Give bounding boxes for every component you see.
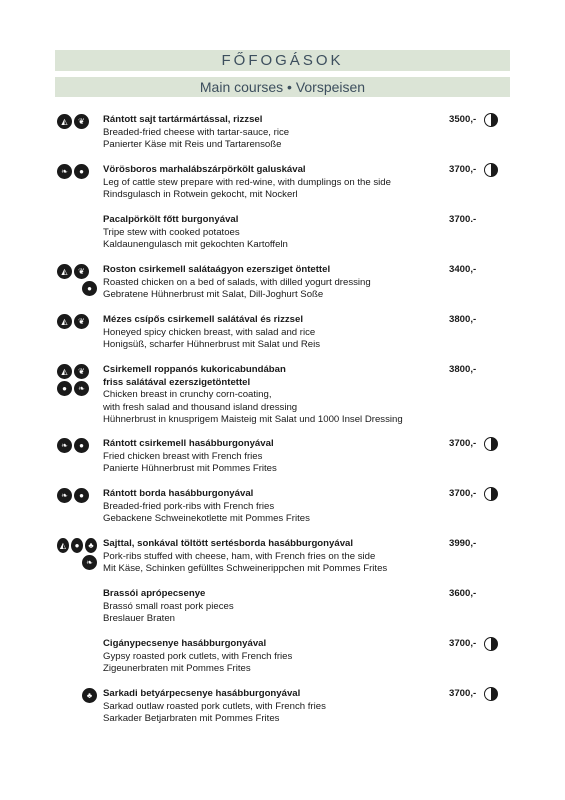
dish-price: 3700,- <box>449 638 477 649</box>
half-portion-icon <box>484 163 498 177</box>
cheese-icon: ◭ <box>57 114 72 129</box>
egg-icon: ● <box>57 381 72 396</box>
allergen-icons <box>57 364 97 398</box>
allergen-icons <box>57 488 97 505</box>
dish-price: 3700,- <box>449 164 477 175</box>
dish-name: Csirkemell roppanós kukoricabundában <box>103 364 286 375</box>
dish-price: 3700.- <box>449 214 477 225</box>
dish-english: Tripe stew with cooked potatoes <box>103 226 240 238</box>
dish-name: Pacalpörkölt főtt burgonyával <box>103 214 239 225</box>
pork-icon: ♣ <box>85 538 97 553</box>
dish-german: Gebackene Schweinekotlette mit Pommes Frites <box>103 513 310 525</box>
cheese-icon: ◭ <box>57 364 72 379</box>
half-portion-icon <box>484 437 498 451</box>
allergen-icons <box>57 538 97 572</box>
dish-price: 3800,- <box>449 314 477 325</box>
allergen-icons <box>57 438 97 455</box>
dish-german: Panierte Hühnerbrust mit Pommes Frites <box>103 463 277 475</box>
gluten-icon: ❧ <box>57 438 72 453</box>
dish-name: Roston csirkemell salátaágyon ezersziget öntettel <box>103 264 331 275</box>
half-portion-icon <box>484 437 498 451</box>
egg-icon: ● <box>74 488 89 503</box>
dish-german: Honigsüß, scharfer Hühnerbrust mit Salat und Reis <box>103 339 321 351</box>
dish-name: Brassói aprópecsenye <box>103 588 206 599</box>
dish-english: Pork-ribs stuffed with cheese, ham, with French fries on the side <box>103 550 376 562</box>
gluten-icon: ❧ <box>57 488 72 503</box>
dish-german: Rindsgulasch in Rotwein gekocht, mit Nockerl <box>103 189 298 201</box>
dish-english: Sarkad outlaw roasted pork cutlets, with French fries <box>103 700 326 712</box>
half-portion-icon <box>484 113 498 127</box>
dish-name: Rántott csirkemell hasábburgonyával <box>103 438 274 449</box>
dish-name: Cigánypecsenye hasábburgonyával <box>103 638 267 649</box>
dish-price: 3700,- <box>449 438 477 449</box>
dish-german: Hühnerbrust in knusprigem Maisteig mit Salat und 1000 Insel Dressing <box>103 414 403 426</box>
dish-german: Kaldaunengulasch mit gekochten Kartoffeln <box>103 239 288 251</box>
egg-icon: ● <box>82 281 97 296</box>
dish-english: Brassó small roast pork pieces <box>103 600 234 612</box>
chicken-icon: ❦ <box>74 114 89 129</box>
dish-name: Rántott sajt tartármártással, rizzsel <box>103 114 263 125</box>
allergen-icons <box>57 688 97 705</box>
egg-icon: ● <box>74 438 89 453</box>
dish-english: Breaded-fried pork-ribs with French fries <box>103 500 275 512</box>
allergen-icons <box>57 314 97 331</box>
half-portion-icon <box>484 487 498 501</box>
dish-german: Panierter Käse mit Reis und Tartarensoße <box>103 139 282 151</box>
dish-price: 3600,- <box>449 588 477 599</box>
dish-german: Gebratene Hühnerbrust mit Salat, Dill-Joghurt Soße <box>103 289 324 301</box>
dish-german: Mit Käse, Schinken gefülltes Schweinerippchen mit Pommes Frites <box>103 563 388 575</box>
dish-english: Chicken breast in crunchy corn-coating, <box>103 389 272 401</box>
chicken-icon: ❦ <box>74 314 89 329</box>
gluten-icon: ❧ <box>74 381 89 396</box>
half-portion-icon <box>484 637 498 651</box>
dish-price: 3990,- <box>449 538 477 549</box>
dish-price: 3800,- <box>449 364 477 375</box>
dish-name: friss salátával ezerszigetöntettel <box>103 376 251 388</box>
cheese-icon: ◭ <box>57 538 69 553</box>
dish-german: Sarkader Betjarbraten mit Pommes Frites <box>103 713 280 725</box>
allergen-icons <box>57 114 97 131</box>
pork-icon: ♣ <box>82 688 97 703</box>
page-subtitle: Main courses • Vorspeisen <box>55 77 510 97</box>
gluten-icon: ❧ <box>82 555 97 570</box>
half-portion-icon <box>484 687 498 701</box>
half-portion-icon <box>484 163 498 177</box>
dish-price: 3500,- <box>449 114 477 125</box>
dish-german: Zigeunerbraten mit Pommes Frites <box>103 663 251 675</box>
dish-name: Sarkadi betyárpecsenye hasábburgonyával <box>103 688 301 699</box>
dish-name: Vörösboros marhalábszárpörkölt galuskával <box>103 164 306 175</box>
chicken-icon: ❦ <box>74 364 89 379</box>
dish-name: Sajttal, sonkával töltött sertésborda hasábburgonyával <box>103 538 354 549</box>
dish-name: Mézes csípős csirkemell salátával és rizzsel <box>103 314 303 325</box>
dish-english: Honeyed spicy chicken breast, with salad and rice <box>103 326 316 338</box>
dish-english: with fresh salad and thousand island dressing <box>103 401 298 413</box>
dish-english: Fried chicken breast with French fries <box>103 450 263 462</box>
dish-english: Gypsy roasted pork cutlets, with French fries <box>103 650 293 662</box>
half-portion-icon <box>484 487 498 501</box>
page-title: FŐFOGÁSOK <box>55 50 510 71</box>
dish-english: Roasted chicken on a bed of salads, with dilled yogurt dressing <box>103 276 371 288</box>
dish-english: Leg of cattle stew prepare with red-wine, with dumplings on the side <box>103 176 391 188</box>
half-portion-icon <box>484 113 498 127</box>
dish-name: Rántott borda hasábburgonyával <box>103 488 254 499</box>
dish-price: 3700,- <box>449 688 477 699</box>
cheese-icon: ◭ <box>57 314 72 329</box>
cheese-icon: ◭ <box>57 264 72 279</box>
dish-german: Breslauer Braten <box>103 613 175 625</box>
dish-price: 3400,- <box>449 264 477 275</box>
egg-icon: ● <box>71 538 83 553</box>
dish-price: 3700,- <box>449 488 477 499</box>
dish-english: Breaded-fried cheese with tartar-sauce, rice <box>103 126 290 138</box>
half-portion-icon <box>484 687 498 701</box>
allergen-icons <box>57 264 97 298</box>
egg-icon: ● <box>74 164 89 179</box>
chicken-icon: ❦ <box>74 264 89 279</box>
gluten-icon: ❧ <box>57 164 72 179</box>
allergen-icons <box>57 164 97 181</box>
half-portion-icon <box>484 637 498 651</box>
